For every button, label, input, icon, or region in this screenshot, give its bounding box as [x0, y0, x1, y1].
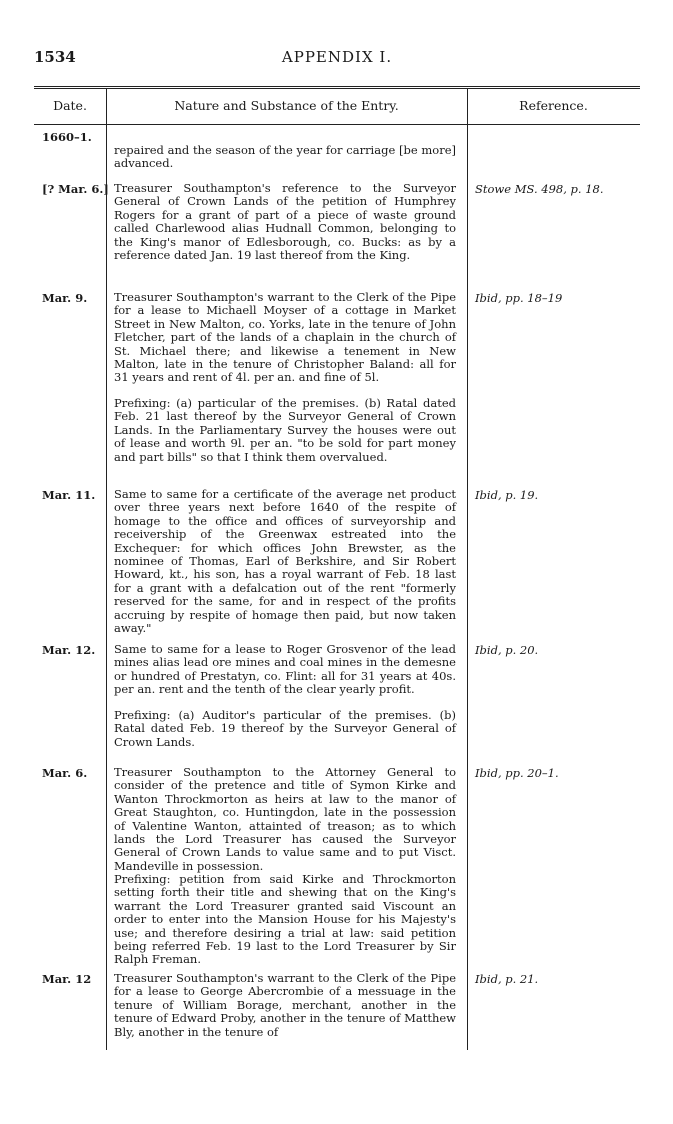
row-entry: Same to same for a certificate of the average net product over three years next before 1640 of the respite of homage to the office and offices of surveyorship and receivership of the Greenwax estreated into the Exchequer: for which offices John Brewster, as the nominee of Thomas, Earl of Berkshire, and Sir Robert Howard, kt., his son, has a royal warrant of Feb. 18 last for a grant with a defalcation out of the rent "formerly reserved for the same, for and in respect of the profits accruing by respite of homage then paid, but now taken away." [114, 487, 456, 636]
table-top-rule [34, 86, 640, 87]
row-reference: Stowe MS. 498, p. 18. [475, 182, 604, 196]
row-prefixing: Prefixing: (a) Auditor's particular of the premises. (b) Ratal dated Feb. 19 thereof by the Surveyor General of Crown Lands. [114, 708, 456, 749]
row-entry: Treasurer Southampton's reference to the Surveyor General of Crown Lands of the petition of Humphrey Rogers for a grant of part of a piece of waste ground called Charlewood alias Hudnall Common, belonging to the King's manor of Edlesborough, co. Bucks: as by a reference dated Jan. 19 last thereof from the King. [114, 181, 456, 263]
row-date: Mar. 12. [42, 643, 96, 657]
reference-column-divider [467, 88, 468, 1050]
row-date: Mar. 11. [42, 488, 96, 502]
row-reference: Ibid, p. 20. [475, 643, 539, 657]
row-date: Mar. 6. [42, 766, 88, 780]
row-entry: Same to same for a lease to Roger Grosvenor of the lead mines alias lead ore mines and coal mines in the demesne or hundred of Prestatyn, co. Flint: all for 31 years at 40s. per an. rent and the tenth of the clear yearly profit. [114, 642, 456, 697]
row-entry: Treasurer Southampton's warrant to the Clerk of the Pipe for a lease to George Abercrombie of a messuage in the tenure of William Borage, merchant, another in the tenure of Edward Proby, another in the tenure of Matthew Bly, another in the tenure of [114, 971, 456, 1039]
table-top-rule-inner [34, 88, 640, 89]
row-date: [? Mar. 6.] [42, 182, 109, 196]
entry-table [34, 86, 640, 1050]
running-title: APPENDIX I. [281, 48, 393, 66]
row-reference: Ibid, pp. 18–19 [475, 291, 563, 305]
date-column-divider [106, 88, 107, 1050]
row-prefixing: Prefixing: (a) particular of the premises. (b) Ratal dated Feb. 21 last thereof by the Surveyor General of Crown Lands. In the Parliamentary Survey the houses were out of lease and worth 9l. per an. "to be sold for part money and part bills" so that I think them overvalued. [114, 396, 456, 464]
row-entry: Treasurer Southampton's warrant to the Clerk of the Pipe for a lease to Michaell Moyser of a cottage in Market Street in New Malton, co. Yorks, late in the tenure of John Fletcher, part of the lands of a chaplain in the church of St. Michael there; and likewise a tenement in New Malton, late in the tenure of Christopher Baland: all for 31 years and rent of 4l. per an. and fine of 5l. [114, 290, 456, 385]
page-header [34, 48, 640, 72]
date-column-header: Date. [53, 98, 87, 113]
header-bottom-rule [34, 124, 640, 125]
row-reference: Ibid, p. 21. [475, 972, 539, 986]
row-date: 1660–1. [42, 130, 92, 144]
row-prefixing: Prefixing: petition from said Kirke and Throckmorton setting forth their title and shewing that on the King's warrant the Lord Treasurer granted said Viscount an order to enter into the Mansion House for his Majesty's use; and therefore desiring a trial at law: said petition being referred Feb. 19 last to the Lord Treasurer by Sir Ralph Freman. [114, 872, 456, 967]
reference-column-header: Reference. [519, 98, 588, 113]
row-reference: Ibid, pp. 20–1. [475, 766, 559, 780]
row-entry: repaired and the season of the year for carriage [be more] advanced. [114, 143, 456, 171]
row-date: Mar. 12 [42, 972, 92, 986]
row-date: Mar. 9. [42, 291, 88, 305]
nature-column-header: Nature and Substance of the Entry. [174, 98, 399, 113]
row-reference: Ibid, p. 19. [475, 488, 539, 502]
page-number: 1534 [34, 48, 76, 66]
row-entry: Treasurer Southampton to the Attorney General to consider of the pretence and title of Symon Kirke and Wanton Throckmorton as heirs at law to the manor of Great Staughton, co. Huntingdon, late in the possession of Valentine Wanton, attainted of treason; as to which lands the Lord Treasurer has caused the Surveyor General of Crown Lands to value same and to put Visct. Mandeville in possession. [114, 765, 456, 873]
